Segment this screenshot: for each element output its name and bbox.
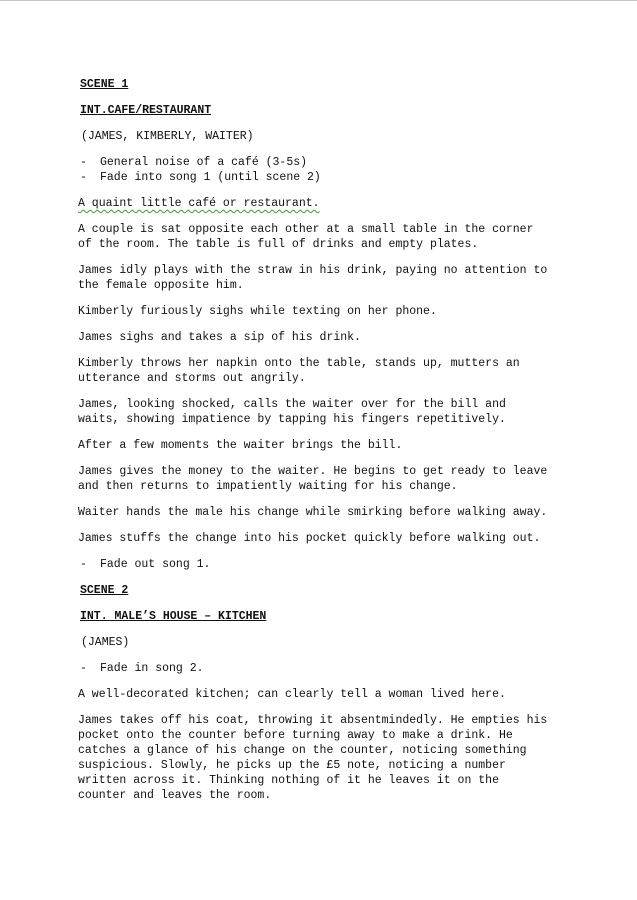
- bullet-text: Fade in song 2.: [100, 662, 204, 675]
- bullet-marker: -: [80, 558, 87, 571]
- paragraph: James sighs and takes a sip of his drink.: [78, 331, 361, 344]
- bullet-item: [80, 661, 578, 676]
- paragraph: Waiter hands the male his change while smirking before walking away.: [78, 506, 548, 519]
- paragraph: Kimberly throws her napkin onto the table, stands up, mutters an utterance and storms out angrily.: [78, 357, 520, 385]
- scene-1-cast: (JAMES, KIMBERLY, WAITER): [81, 130, 254, 143]
- paragraph: A couple is sat opposite each other at a small table in the corner of the room. The table is full of drinks and empty plates.: [78, 223, 534, 251]
- setting-text: A quaint little café or restaurant.: [78, 197, 320, 210]
- bullet-marker: -: [80, 171, 87, 184]
- paragraph: Kimberly furiously sighs while texting on her phone.: [78, 305, 437, 318]
- paragraph: James gives the money to the waiter. He begins to get ready to leave and then returns to impatiently waiting for his change.: [78, 465, 548, 493]
- bullet-item: [80, 155, 578, 170]
- paragraph: After a few moments the waiter brings the bill.: [78, 439, 403, 452]
- scene-1-bullets: [80, 155, 578, 185]
- scene-1-setting: [78, 196, 578, 211]
- paragraph: James, looking shocked, calls the waiter over for the bill and waits, showing impatience by tapping his fingers repetitively.: [78, 398, 506, 426]
- script-content: [78, 77, 578, 814]
- bullet-item: [80, 557, 578, 572]
- scene-2-heading: SCENE 2: [80, 584, 129, 597]
- bullet-marker: -: [80, 662, 87, 675]
- bullet-text: General noise of a café (3-5s): [100, 156, 308, 169]
- paragraph: James stuffs the change into his pocket quickly before walking out.: [78, 532, 541, 545]
- scene-1-heading: SCENE 1: [80, 78, 129, 91]
- paragraph: James idly plays with the straw in his drink, paying no attention to the female opposite him.: [78, 264, 548, 292]
- bullet-item: [80, 170, 578, 185]
- bullet-marker: -: [80, 156, 87, 169]
- paragraph: James takes off his coat, throwing it absentmindedly. He empties his pocket onto the counter before turning away to make a drink. He catches a glance of his change on the counter, noticing something suspicious. Slowly, he picks up the £5 note, noticing a number written across it. Thinking nothing of it he leaves it on the counter and leaves the room.: [78, 714, 548, 802]
- scene-2-location: INT. MALE’S HOUSE – KITCHEN: [80, 610, 267, 623]
- scene-2-cast: (JAMES): [81, 636, 130, 649]
- scene-2-bullets: [80, 661, 578, 676]
- scene-1-closing-bullets: [80, 557, 578, 572]
- paragraph: A well-decorated kitchen; can clearly tell a woman lived here.: [78, 688, 506, 701]
- bullet-text: Fade into song 1 (until scene 2): [100, 171, 321, 184]
- scene-1-location: INT.CAFE/RESTAURANT: [80, 104, 212, 117]
- bullet-text: Fade out song 1.: [100, 558, 211, 571]
